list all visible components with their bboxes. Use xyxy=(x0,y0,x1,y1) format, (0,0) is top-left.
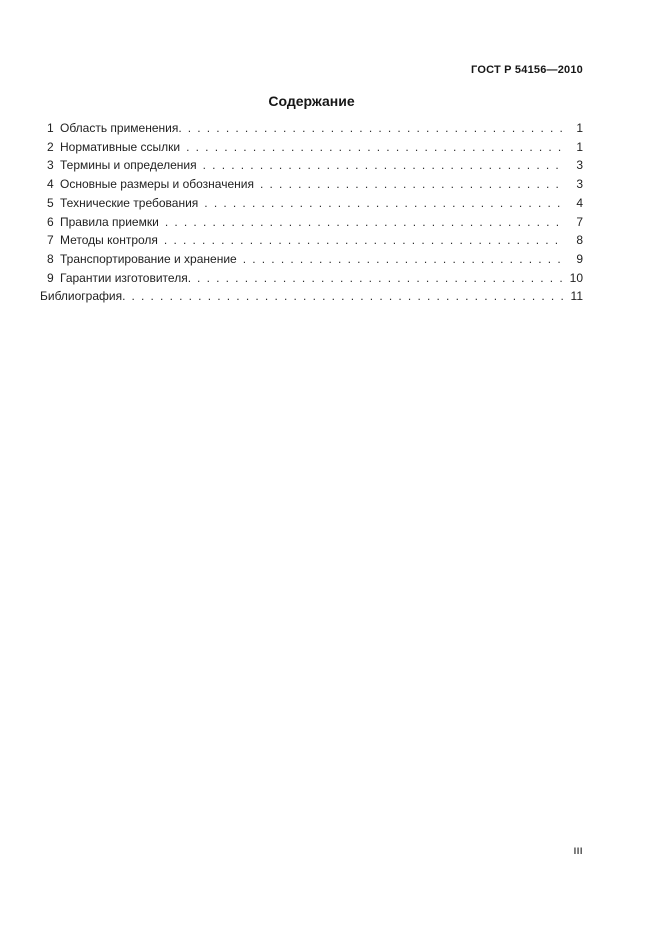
toc-entry-label: Правила приемки xyxy=(60,214,159,229)
toc-entry-label: Транспортирование и хранение xyxy=(60,251,237,266)
toc-entry-page: 3 xyxy=(576,177,583,192)
toc-dot-leader xyxy=(186,138,564,157)
toc-entry-label: Основные размеры и обозначения xyxy=(60,177,254,192)
toc-dot-leader xyxy=(260,175,564,194)
toc-dot-leader xyxy=(131,287,564,306)
toc-dot-leader xyxy=(164,231,564,250)
toc-list xyxy=(40,119,583,306)
toc-entry-page: 10 xyxy=(569,270,583,285)
toc-entry-number: 6 xyxy=(47,214,54,229)
toc-entry xyxy=(40,287,583,306)
toc-entry xyxy=(40,156,583,175)
toc-entry-label: Библиография. xyxy=(40,289,126,304)
toc-entry xyxy=(40,250,583,269)
toc-entry xyxy=(40,175,583,194)
toc-entry-page: 8 xyxy=(576,233,583,248)
toc-entry xyxy=(40,138,583,157)
page-title: Содержание xyxy=(268,93,355,109)
toc-entry-page: 11 xyxy=(570,289,583,304)
toc-entry-number: 8 xyxy=(47,251,54,266)
toc-entry-number: 9 xyxy=(47,270,54,285)
toc-entry xyxy=(40,231,583,250)
page-number: III xyxy=(573,846,583,857)
toc-entry-label: Методы контроля xyxy=(60,233,158,248)
toc-entry-page: 9 xyxy=(576,251,583,266)
page-content xyxy=(40,0,583,306)
toc-dot-leader xyxy=(203,156,564,175)
doc-code: ГОСТ Р 54156—2010 xyxy=(471,64,583,76)
toc-entry-label: Нормативные ссылки xyxy=(60,139,181,154)
toc-dot-leader xyxy=(165,213,564,232)
toc-entry-page: 7 xyxy=(576,214,583,229)
toc-entry-number: 3 xyxy=(47,158,54,173)
toc-dot-leader xyxy=(243,250,564,269)
toc-entry-label: Термины и определения xyxy=(60,158,197,173)
toc-dot-leader xyxy=(188,119,564,138)
toc-entry-number: 2 xyxy=(47,139,54,154)
toc-entry xyxy=(40,119,583,138)
toc-entry-label: Область применения. xyxy=(60,121,182,135)
toc-entry xyxy=(40,269,583,288)
toc-dot-leader xyxy=(197,269,564,288)
toc-dot-leader xyxy=(204,194,564,213)
toc-entry-number: 7 xyxy=(47,233,54,248)
toc-entry-number: 5 xyxy=(47,195,54,210)
toc-entry-number: 4 xyxy=(47,177,54,192)
toc-entry-page: 4 xyxy=(576,195,583,210)
toc-entry xyxy=(40,194,583,213)
toc-entry-label: Технические требования xyxy=(60,195,199,210)
toc-entry-number: 1 xyxy=(47,121,54,135)
toc-entry-page: 1 xyxy=(576,121,583,135)
toc-entry-page: 3 xyxy=(576,158,583,173)
toc-entry xyxy=(40,213,583,232)
toc-entry-page: 1 xyxy=(576,139,583,154)
toc-entry-label: Гарантии изготовителя. xyxy=(60,270,192,285)
